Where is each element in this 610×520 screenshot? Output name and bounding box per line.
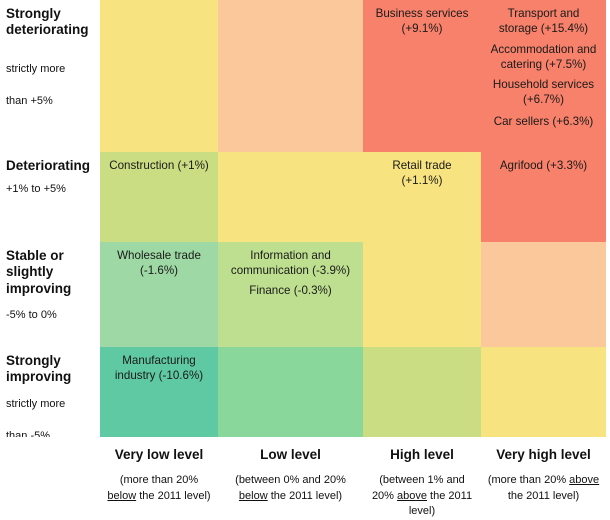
cell-r1c3 [363,0,481,152]
cell-entry: Construction (+1%) [109,159,209,172]
column-header-sub [224,473,357,504]
row-header-title: Deteriorating [6,158,91,173]
column-header-sub-underline: above [397,489,427,502]
cell-r4c3 [363,347,481,437]
cell-entry: Wholesale trade (-1.6%) [117,249,201,278]
column-header-sub-underline: below [107,489,137,502]
cell-r3c3 [363,242,481,347]
cell-entry: Transport and storage (+15.4%) [498,7,589,36]
cell-entry: Business services (+9.1%) [375,7,469,36]
column-header-sub-post: the 2011 level) [507,489,580,502]
column-header-sub [106,473,212,504]
column-header-title: High level [390,447,454,462]
cell-entry: Accommodation and catering (+7.5%) [490,42,597,71]
column-header-very-low-level [100,437,218,512]
column-header-title: Very low level [114,447,204,462]
cell-r4c2 [218,347,363,437]
row-header-strongly-deteriorating [0,0,100,152]
column-header-sub [369,473,475,520]
cell-r1c4 [481,0,606,152]
row-header-deteriorating [0,152,100,242]
column-header-sub [487,473,600,504]
column-header-sub-post: the 2011 level) [408,489,473,518]
row-header-title: Strongly deteriorating [6,6,89,38]
column-header-sub-post: the 2011 level) [267,489,343,502]
column-header-sub-pre: (between 0% and 20% [235,474,346,486]
column-header-very-high-level [481,437,606,512]
cell-entry: Car sellers (+6.3%) [493,114,594,128]
cell-r4c1 [100,347,218,437]
cell-r2c3 [363,152,481,242]
column-header-high-level [363,437,481,518]
cell-entry: Information and communication (-3.9%) [230,249,351,278]
row-header-sub-line2: than +5% [6,95,53,108]
column-header-sub-underline: below [238,489,268,502]
column-header-title: Very high level [496,447,591,462]
cell-entry: Agrifood (+3.3%) [499,159,588,172]
row-header-stable-or-slightly-improving [0,242,100,347]
cell-r2c2 [218,152,363,242]
cell-entry: Retail trade (+1.1%) [392,159,452,188]
cell-r3c2 [218,242,363,347]
row-header-sub-line1: strictly more [6,397,66,410]
cell-r1c2 [218,0,363,152]
row-header-title: Strongly improving [6,353,72,385]
cell-r2c4 [481,152,606,242]
cell-entry: Finance (-0.3%) [249,283,332,297]
cell-r3c1 [100,242,218,347]
matrix-corner [0,437,100,512]
row-header-sub: -5% to 0% [6,309,57,322]
column-header-sub-post: the 2011 level) [136,489,211,502]
column-header-title: Low level [260,447,321,462]
column-header-sub-pre: (between 1% and 20% [371,474,465,502]
cell-entry: Household services (+6.7%) [492,78,595,107]
cell-r2c1 [100,152,218,242]
column-header-sub-underline: above [569,474,600,486]
row-header-sub-line1: strictly more [6,62,66,75]
row-header-strongly-improving [0,347,100,437]
cell-r3c4 [481,242,606,347]
column-header-low-level [218,437,363,512]
row-header-title: Stable or slightly improving [6,248,72,296]
cell-r4c4 [481,347,606,437]
column-header-sub-pre: (more than 20% [487,474,570,486]
cell-entry: Manufacturing industry (-10.6%) [114,354,204,383]
cell-r1c1 [100,0,218,152]
column-header-sub-pre: (more than 20% [119,474,199,486]
row-header-sub: +1% to +5% [6,183,66,196]
